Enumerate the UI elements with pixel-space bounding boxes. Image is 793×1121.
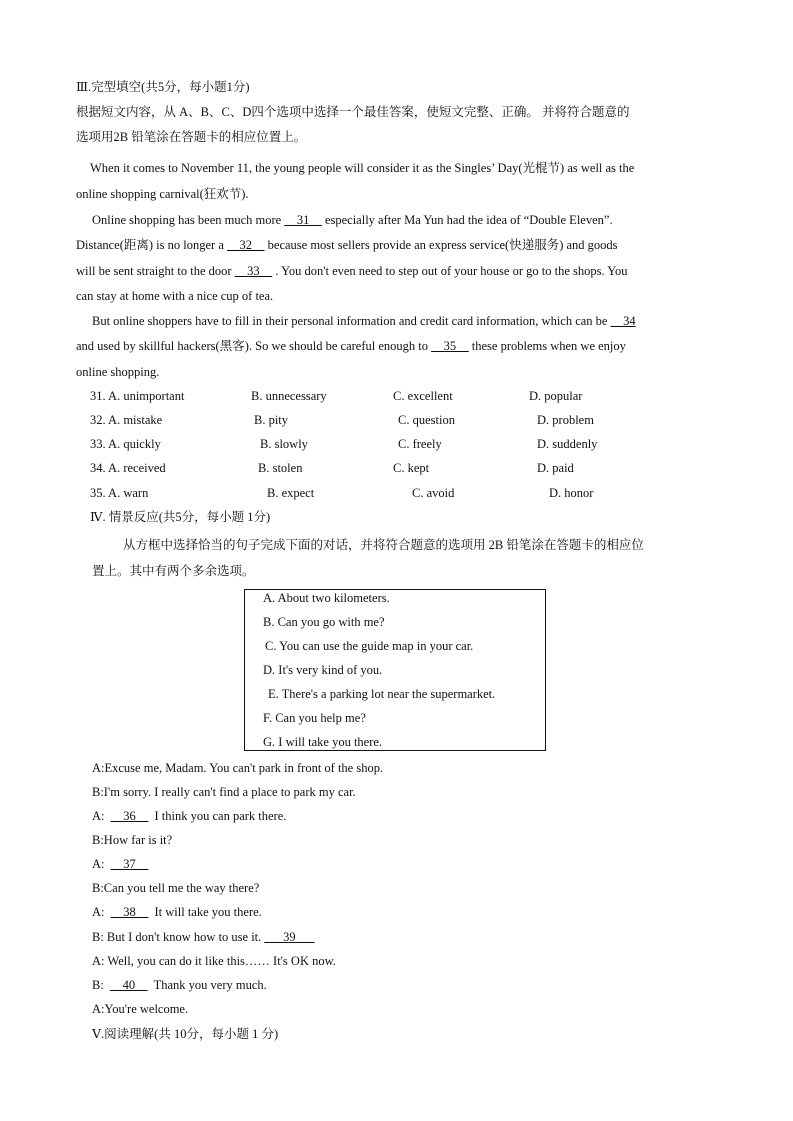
passage-line: can stay at home with a nice cup of tea. (76, 289, 274, 303)
blank-34: __34 (610, 314, 636, 328)
question-35-option-c: C. avoid (412, 486, 455, 500)
box-option-e: E. There's a parking lot near the supermarket. (268, 687, 496, 701)
section4-instruction-line2: 置上。其中有两个多余选项。 (92, 564, 255, 578)
question-32-option-d: D. problem (537, 413, 594, 427)
section4-heading: Ⅳ. 情景反应(共5分，每小题 1分) (90, 510, 271, 524)
blank-33: __33__ (234, 264, 273, 278)
passage-line (76, 237, 618, 253)
question-35-option-b: B. expect (267, 486, 315, 500)
passage-line (92, 212, 613, 228)
passage-text: But online shoppers have to fill in their personal information and credit card information, which can be (92, 314, 608, 328)
dialog-speaker: B: (92, 978, 104, 992)
box-option-c: C. You can use the guide map in your car. (265, 639, 474, 653)
box-option-b: B. Can you go with me? (263, 615, 385, 629)
section3-heading: Ⅲ.完型填空(共5分，每小题1分) (76, 80, 250, 94)
dialog-speaker: A: (92, 809, 105, 823)
question-35-option-d: D. honor (549, 486, 594, 500)
question-34-option-a: 34. A. received (90, 461, 166, 475)
dialog-text: Thank you very much. (153, 978, 267, 992)
passage-line (76, 338, 626, 354)
section3-instruction-line1: 根据短文内容，从 A、B、C、D四个选项中选择一个最佳答案，使短文完整、正确。 并将符合题意的 (76, 105, 630, 119)
box-option-d: D. It's very kind of you. (263, 663, 383, 677)
section3-instruction-line2: 选项用2B 铅笔涂在答题卡的相应位置上。 (76, 130, 307, 144)
passage-text: . You don't even need to step out of your house or go to the shops. You (275, 264, 628, 278)
blank-31: __31__ (284, 213, 322, 227)
question-31-option-a: 31. A. unimportant (90, 389, 185, 403)
dialog-text: B: But I don't know how to use it. (92, 930, 262, 944)
passage-text: and used by skillful hackers(黑客). So we should be careful enough to (76, 339, 429, 353)
dialog-line: A: Well, you can do it like this…… It's OK now. (92, 954, 336, 968)
passage-line (92, 313, 636, 329)
dialog-line: A:You're welcome. (92, 1002, 189, 1016)
dialog-line (92, 929, 314, 945)
question-33-option-c: C. freely (398, 437, 442, 451)
question-31-option-c: C. excellent (393, 389, 453, 403)
question-33-option-a: 33. A. quickly (90, 437, 161, 451)
box-option-a: A. About two kilometers. (263, 591, 390, 605)
passage-line: online shopping carnival(狂欢节). (76, 187, 249, 201)
question-32-option-b: B. pity (254, 413, 289, 427)
blank-38: __38__ (110, 905, 149, 919)
question-34-option-d: D. paid (537, 461, 574, 475)
question-33-option-d: D. suddenly (537, 437, 598, 451)
dialog-text: I think you can park there. (154, 809, 287, 823)
dialog-speaker: A: (92, 905, 105, 919)
passage-line: When it comes to November 11, the young people will consider it as the Singles’ Day(光棍节) as well as the (90, 161, 635, 175)
question-31-option-b: B. unnecessary (251, 389, 327, 403)
passage-line (76, 263, 628, 279)
question-35-option-a: 35. A. warn (90, 486, 149, 500)
question-31-option-d: D. popular (529, 389, 583, 403)
passage-text: Online shopping has been much more (92, 213, 282, 227)
blank-36: __36__ (110, 809, 149, 823)
section5-heading: Ⅴ.阅读理解(共 10分，每小题 1 分) (92, 1027, 279, 1041)
question-33-option-b: B. slowly (260, 437, 308, 451)
question-34-option-b: B. stolen (258, 461, 303, 475)
passage-text: especially after Ma Yun had the idea of “Double Eleven”. (324, 213, 613, 227)
dialog-line (92, 904, 262, 920)
dialog-line: A:Excuse me, Madam. You can't park in front of the shop. (92, 761, 384, 775)
options-box (244, 589, 546, 751)
box-option-f: F. Can you help me? (263, 711, 366, 725)
question-32-option-a: 32. A. mistake (90, 413, 163, 427)
passage-text: Distance(距离) is no longer a (76, 238, 224, 252)
blank-35: __35__ (431, 339, 469, 353)
question-32-option-c: C. question (398, 413, 455, 427)
passage-line: online shopping. (76, 365, 160, 379)
dialog-line (92, 808, 286, 824)
question-34-option-c: C. kept (393, 461, 430, 475)
dialog-line: B:I'm sorry. I really can't find a place to park my car. (92, 785, 356, 799)
dialog-line: B:Can you tell me the way there? (92, 881, 260, 895)
dialog-line (92, 856, 148, 872)
dialog-speaker: A: (92, 857, 105, 871)
section4-instruction-line1: 从方框中选择恰当的句子完成下面的对话，并将符合题意的选项用 2B 铅笔涂在答题卡的相应位 (123, 538, 644, 552)
blank-40: __40__ (110, 978, 148, 992)
passage-text: because most sellers provide an express service(快递服务) and goods (267, 238, 618, 252)
blank-32: __32__ (227, 238, 265, 252)
passage-text: these problems when we enjoy (471, 339, 626, 353)
dialog-text: It will take you there. (154, 905, 262, 919)
dialog-line (92, 977, 267, 993)
blank-39: ___39___ (264, 930, 315, 944)
dialog-line: B:How far is it? (92, 833, 173, 847)
blank-37: __37__ (110, 857, 149, 871)
box-option-g: G. I will take you there. (263, 735, 383, 749)
passage-text: will be sent straight to the door (76, 264, 232, 278)
